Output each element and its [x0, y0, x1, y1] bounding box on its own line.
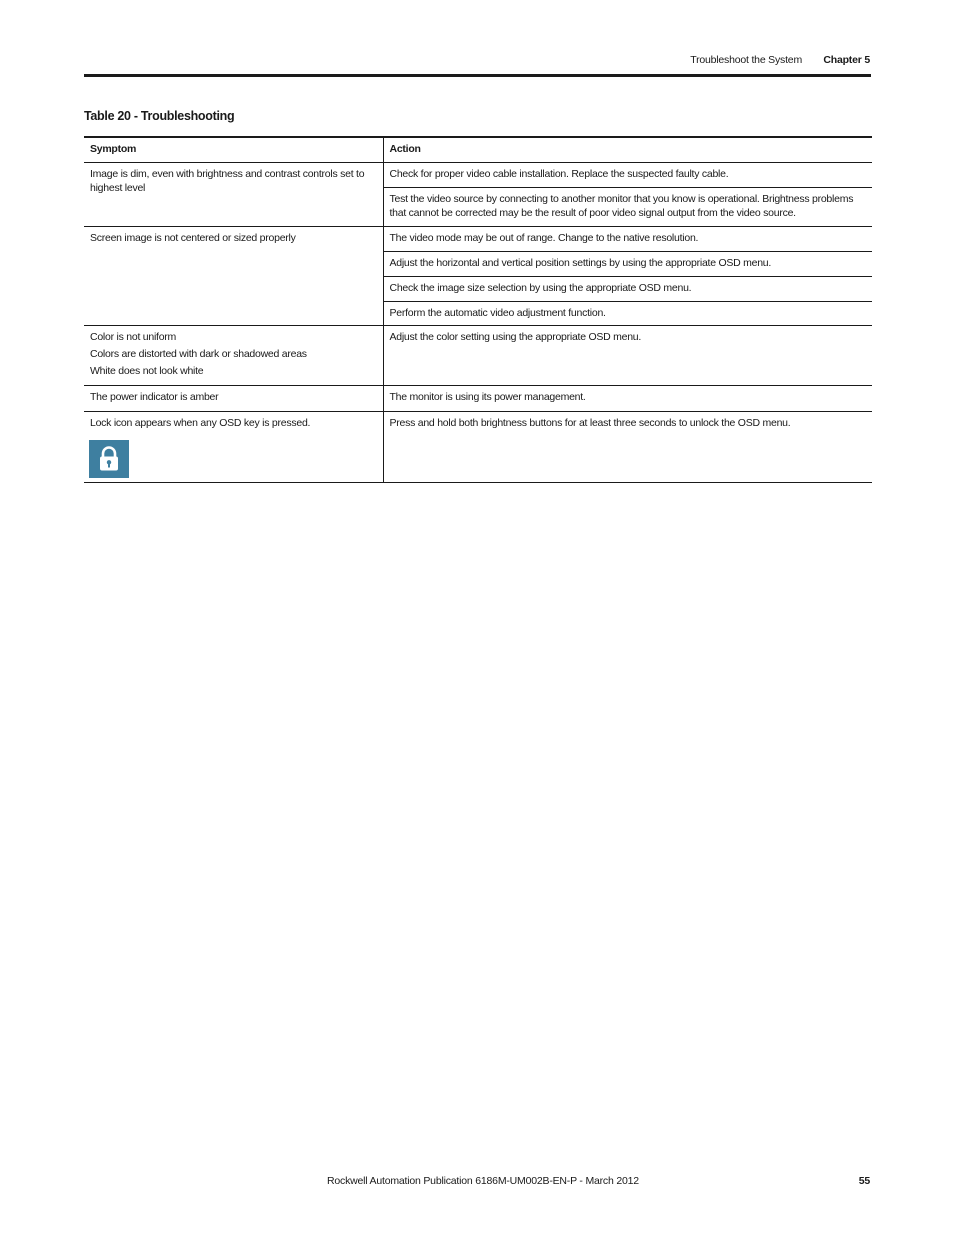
- action-cell: Adjust the horizontal and vertical position settings by using the appropriate OSD menu.: [383, 251, 872, 276]
- symptom-text: Colors are distorted with dark or shadowed areas: [90, 347, 307, 360]
- column-header-action: Action: [383, 137, 872, 162]
- header-chapter-label: Chapter 5: [823, 54, 870, 66]
- column-header-symptom: Symptom: [84, 137, 383, 162]
- page-number: 55: [858, 1175, 870, 1187]
- symptom-text: Image is dim, even with brightness and contrast controls set to highest level: [90, 167, 365, 194]
- symptom-text: Screen image is not centered or sized properly: [90, 231, 296, 244]
- symptom-cell: [84, 226, 383, 325]
- troubleshooting-table: [84, 136, 872, 483]
- table-row: [84, 411, 872, 482]
- table-row: [84, 226, 872, 251]
- action-cell: The monitor is using its power management.: [383, 385, 872, 411]
- action-cell: Check for proper video cable installation. Replace the suspected faulty cable.: [383, 162, 872, 187]
- symptom-text: The power indicator is amber: [90, 390, 219, 403]
- action-cell: Press and hold both brightness buttons for at least three seconds to unlock the OSD menu.: [383, 411, 872, 482]
- footer-publication: Rockwell Automation Publication 6186M-UM002B-EN-P - March 2012: [327, 1175, 639, 1187]
- table-row: [84, 385, 872, 411]
- table-row: [84, 162, 872, 187]
- page-footer: [84, 1175, 870, 1189]
- table-title: Table 20 - Troubleshooting: [84, 109, 235, 123]
- header-section-title: Troubleshoot the System: [690, 54, 802, 66]
- table-row: [84, 325, 872, 385]
- header-rule: [84, 74, 871, 77]
- symptom-cell: [84, 385, 383, 411]
- symptom-text: Lock icon appears when any OSD key is pressed.: [90, 416, 311, 429]
- symptom-cell: [84, 411, 383, 482]
- symptom-cell: [84, 325, 383, 385]
- action-cell: Perform the automatic video adjustment function.: [383, 301, 872, 325]
- action-cell: Adjust the color setting using the appropriate OSD menu.: [383, 325, 872, 385]
- page-header: [84, 54, 870, 68]
- action-cell: Check the image size selection by using the appropriate OSD menu.: [383, 276, 872, 301]
- symptom-cell: [84, 162, 383, 226]
- symptom-text: White does not look white: [90, 364, 204, 377]
- action-cell: The video mode may be out of range. Change to the native resolution.: [383, 226, 872, 251]
- action-cell: Test the video source by connecting to another monitor that you know is operational. Brightness problems that cannot be corrected may be the result of poor video signal output from the video source.: [383, 187, 872, 226]
- table-header-row: [84, 137, 872, 162]
- lock-icon: [89, 440, 129, 478]
- symptom-text: Color is not uniform: [90, 330, 177, 343]
